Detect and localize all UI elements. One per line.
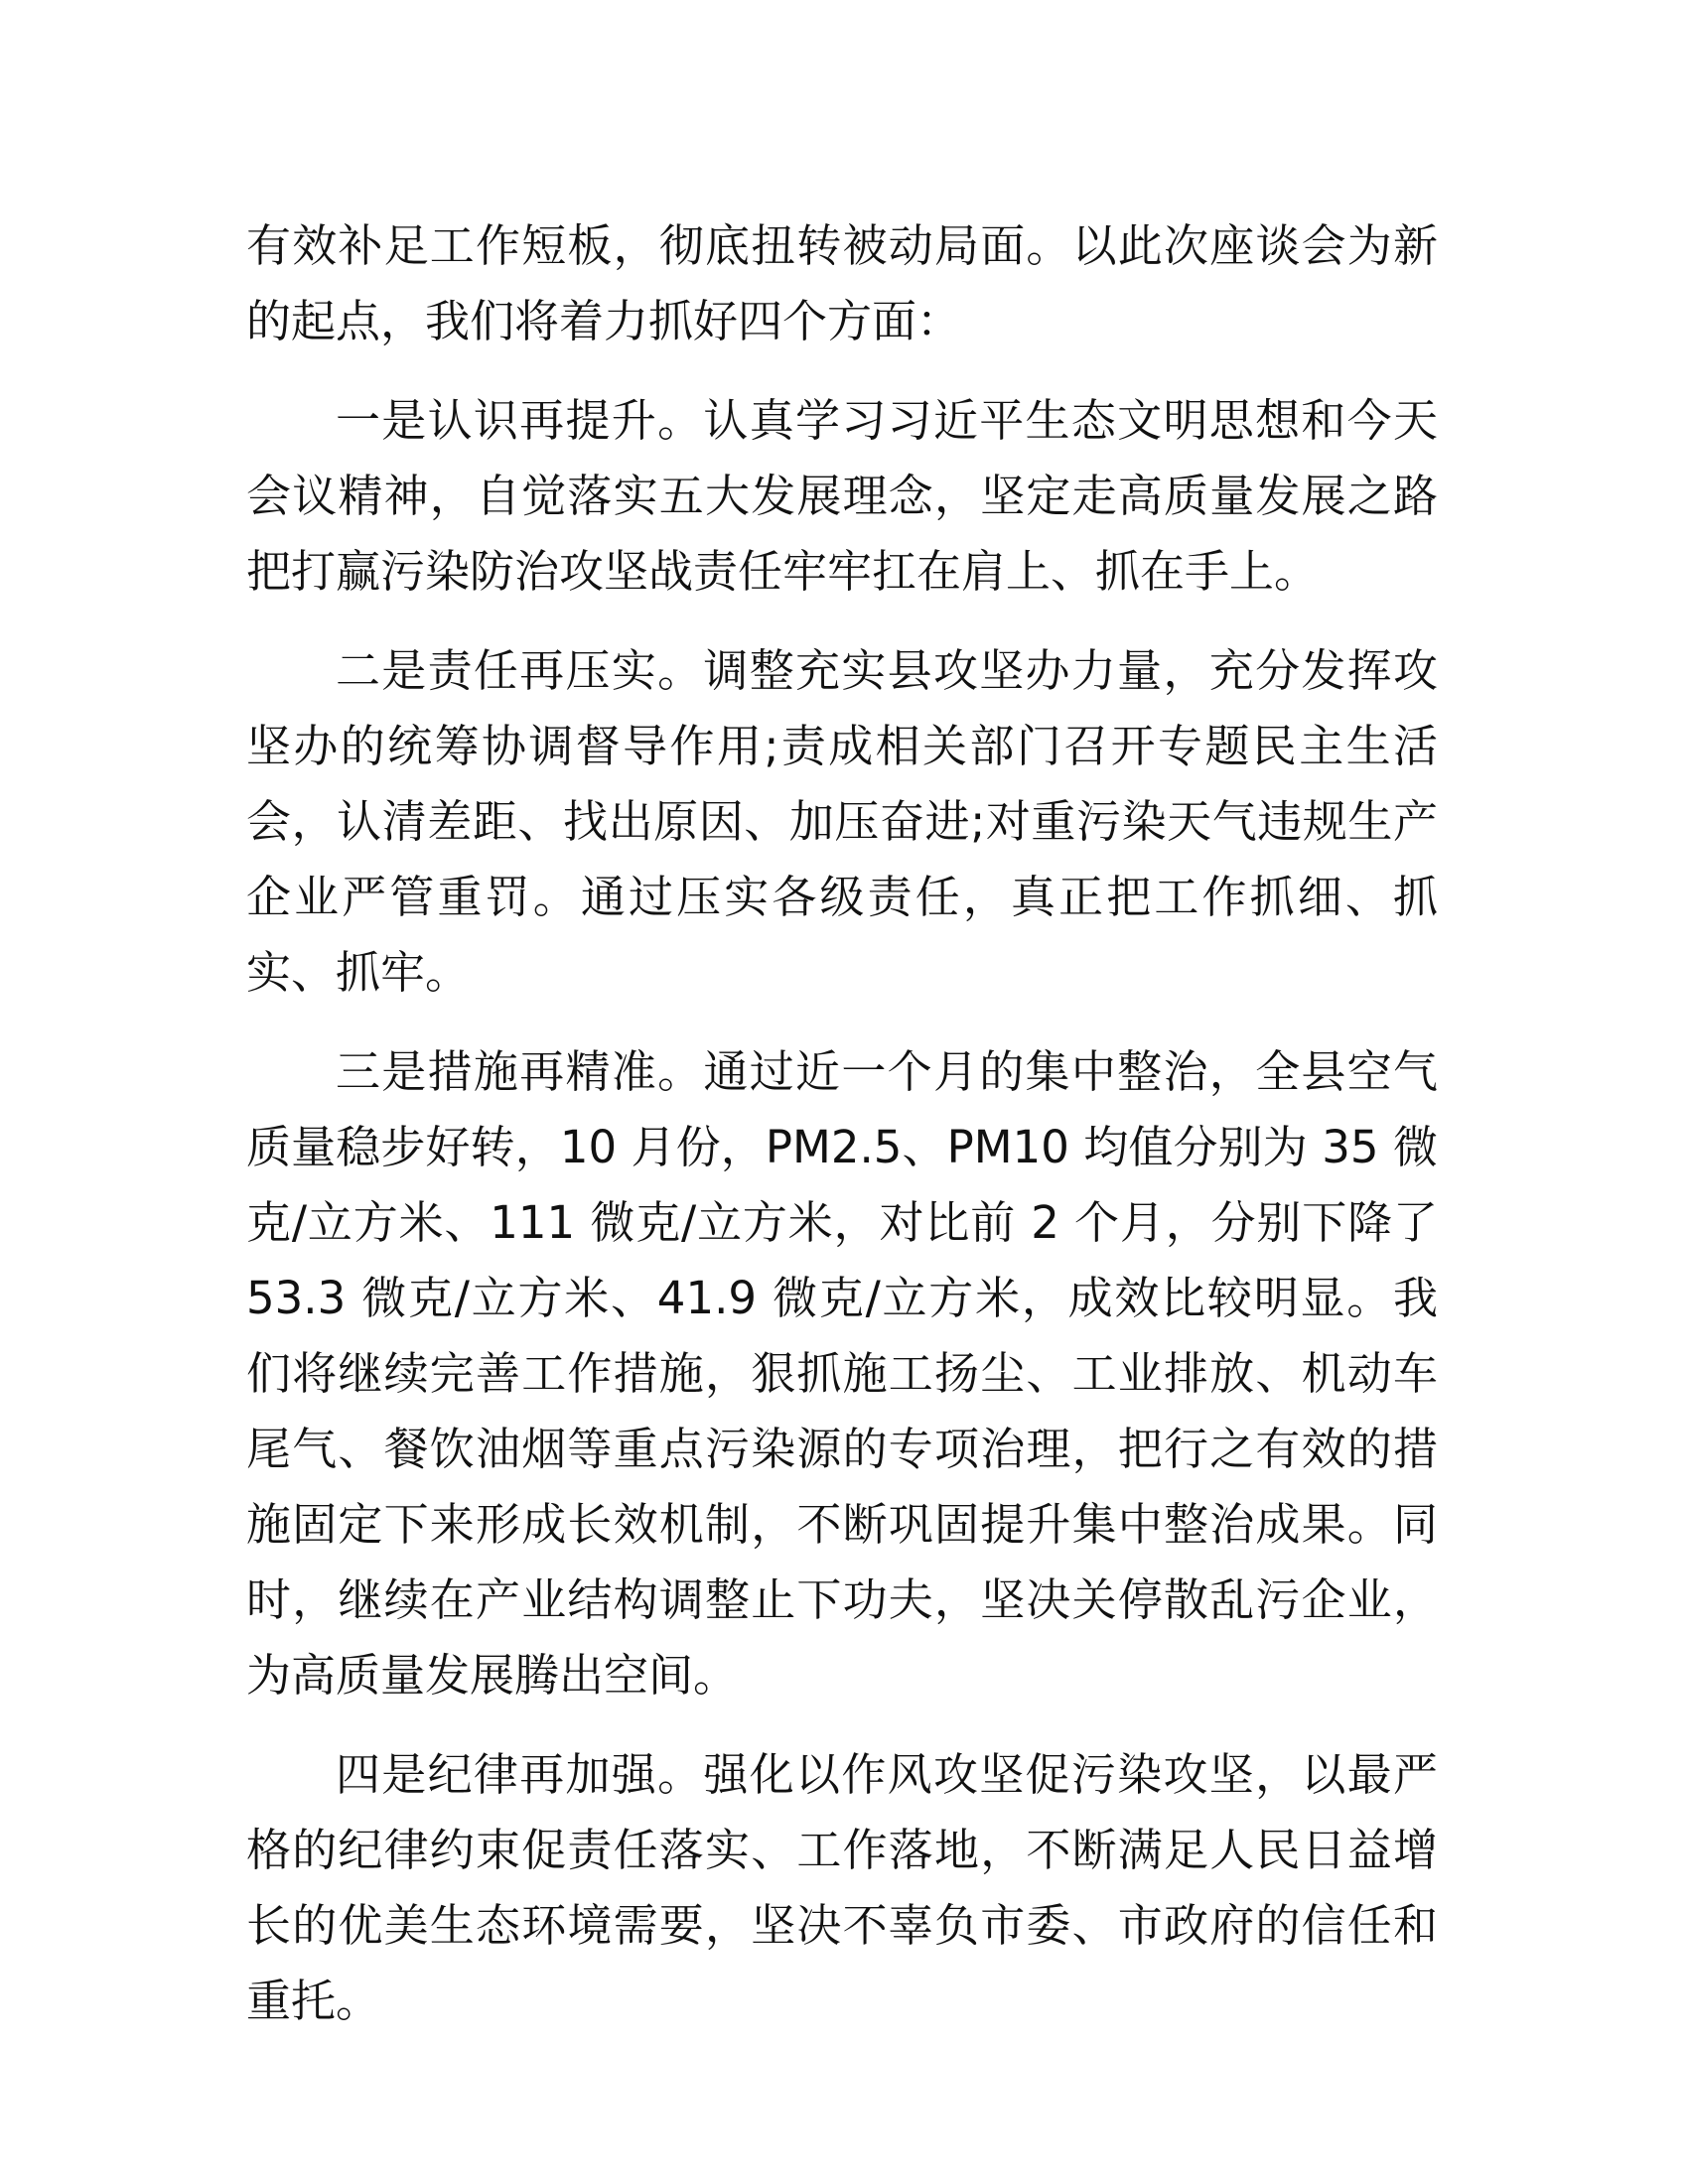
paragraph-point-two: 二是责任再压实。调整充实县攻坚办力量，充分发挥攻坚办的统筹协调督导作用;责成相关部门召开专题民主生活会，认清差距、找出原因、加压奋进;对重污染天气违规生产企业严管重罚。通过压实各级责任，真正把工作抓细、抓实、抓牢。 <box>246 644 1438 999</box>
paragraph-point-four: 四是纪律再加强。强化以作风攻坚促污染攻坚，以最严格的纪律约束促责任落实、工作落地，不断满足人民日益增长的优美生态环境需要，坚决不辜负市委、市政府的信任和重托。 <box>246 1748 1438 2027</box>
paragraph-point-one: 一是认识再提升。认真学习习近平生态文明思想和今天会议精神，自觉落实五大发展理念，坚定走高质量发展之路把打赢污染防治攻坚战责任牢牢扛在肩上、抓在手上。 <box>246 394 1438 598</box>
document-body <box>246 208 1438 2063</box>
paragraph-intro: 有效补足工作短板，彻底扭转被动局面。以此次座谈会为新的起点，我们将着力抓好四个方面： <box>246 219 1438 347</box>
paragraph-point-three: 三是措施再精准。通过近一个月的集中整治，全县空气质量稳步好转，10 月份，PM2.5、PM10 均值分别为 35 微克/立方米、111 微克/立方米，对比前 2 个月，分别下降了 53.3 微克/立方米、41.9 微克/立方米，成效比较明显。我们将继续完善工作措施，狠抓施工扬尘、工业排放、机动车尾气、餐饮油烟等重点污染源的专项治理，把行之有效的措施固定下来形成长效机制，不断巩固提升集中整治成果。同时，继续在产业结构调整止下功夫，坚决关停散乱污企业，为高质量发展腾出空间。 <box>246 1045 1438 1702</box>
